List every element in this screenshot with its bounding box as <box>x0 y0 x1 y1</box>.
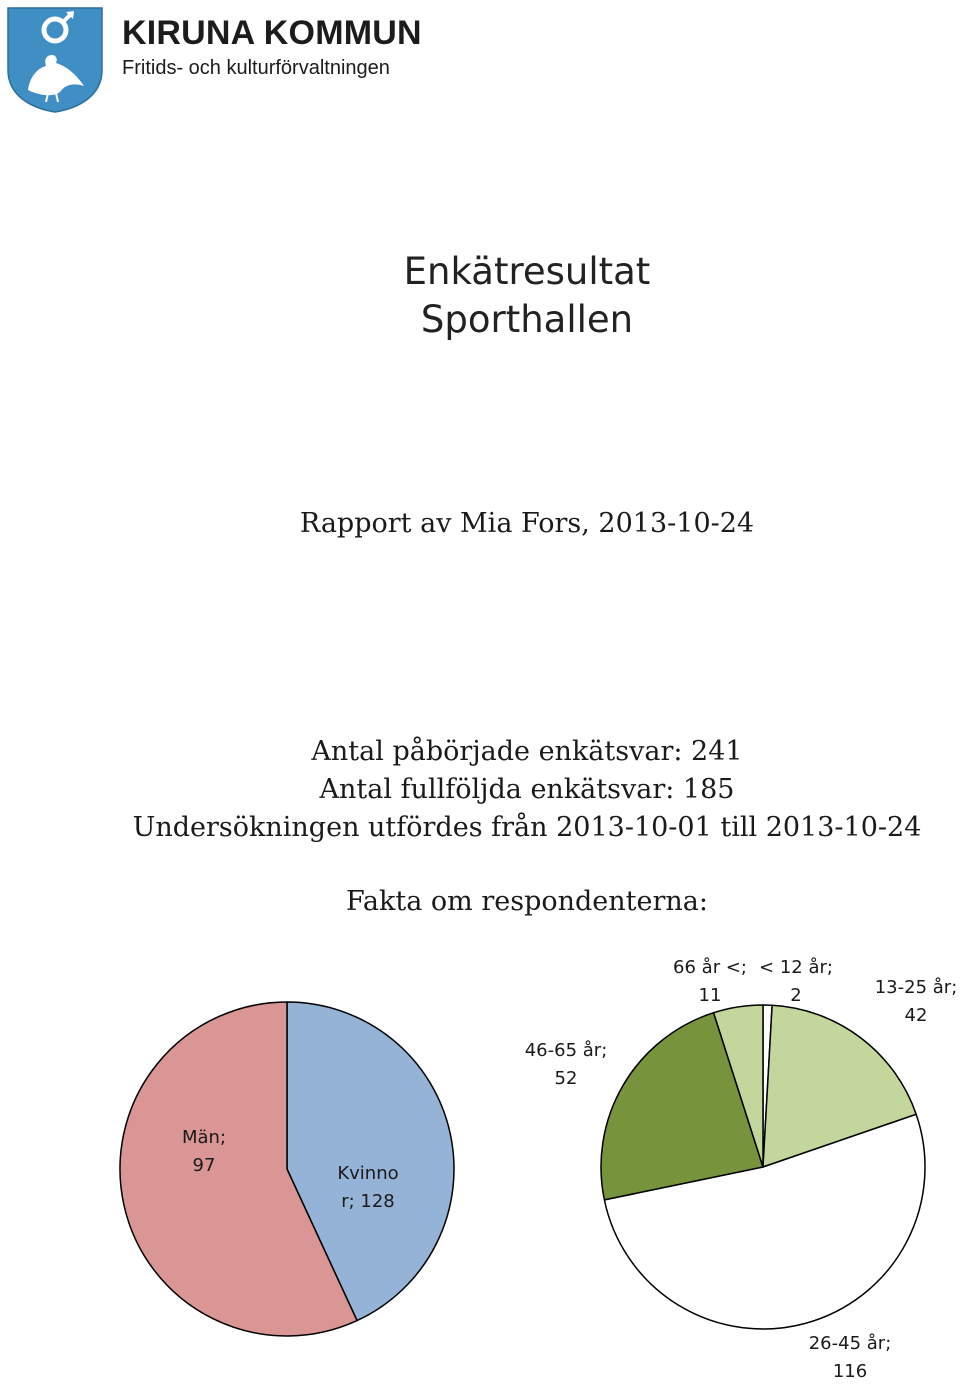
age-label-66-plus: 66 år <; 11 <box>673 957 747 1006</box>
age-label-26-45: 26-45 år; 116 <box>808 1333 892 1382</box>
gender-label-men: Män; 97 <box>181 1127 227 1176</box>
department-name: Fritids- och kulturförvaltningen <box>122 57 390 79</box>
gender-label-women: Kvinno r; 128 <box>337 1163 399 1212</box>
stat-period: Undersökningen utfördes från 2013-10-01 till 2013-10-24 <box>132 812 922 843</box>
stat-completed: Antal fullföljda enkätsvar: 185 <box>319 774 735 805</box>
document-subtitle: Sporthallen <box>420 298 634 341</box>
org-name: KIRUNA KOMMUN <box>122 14 422 52</box>
report-author-line: Rapport av Mia Fors, 2013-10-24 <box>299 508 755 539</box>
age-label-under-12: < 12 år; 2 <box>759 957 833 1006</box>
stat-started: Antal påbörjade enkätsvar: 241 <box>311 736 743 767</box>
age-label-13-25: 13-25 år; 42 <box>874 977 958 1026</box>
age-label-46-65: 46-65 år; 52 <box>524 1040 608 1089</box>
document-title: Enkätresultat <box>403 250 651 293</box>
facts-heading: Fakta om respondenterna: <box>346 886 708 917</box>
